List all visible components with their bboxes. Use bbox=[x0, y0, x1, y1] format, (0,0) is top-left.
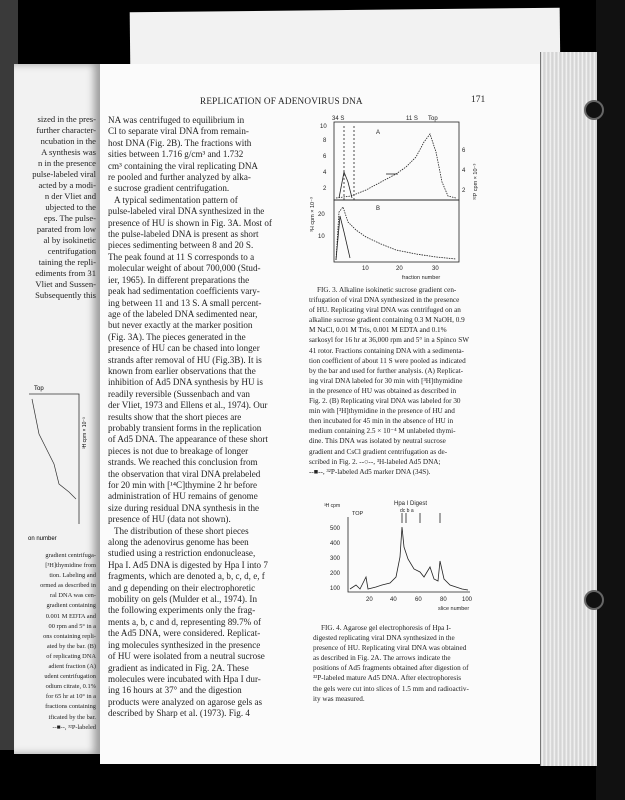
body-line: administration of HU remains of genome bbox=[108, 491, 258, 502]
fig3-ytick: 8 bbox=[323, 138, 327, 144]
caption-line: the gels were cut into slices of 1.5 mm and radioactiv- bbox=[313, 684, 469, 693]
body-line: the pulse-labeled DNA is present as short bbox=[108, 229, 259, 240]
body-line: sities between 1.716 g/cm³ and 1.732 bbox=[108, 149, 244, 160]
body-line: mobility on gels (Mulder et al., 1974). In bbox=[108, 594, 258, 605]
fig4-xtick: 40 bbox=[390, 597, 397, 603]
body-line: pieces sedimenting between 8 and 20 S. bbox=[108, 240, 254, 251]
body-line: the Ad5 DNA, were considered. Replicat- bbox=[108, 628, 261, 639]
fig4-arrow-labels: dc b a bbox=[400, 508, 414, 514]
left-page-figure bbox=[24, 374, 94, 544]
left-line: Subsequently this bbox=[35, 290, 96, 300]
fig3-top-label: Top bbox=[428, 116, 438, 122]
left-figure-top-label: Top bbox=[34, 386, 44, 392]
left-caption-line: ificated by the bar. bbox=[48, 713, 96, 721]
caption-line: gradient and CsCl gradient centrifugation as de- bbox=[309, 447, 448, 456]
left-line: n der Vliet and bbox=[44, 191, 96, 201]
left-figure-trace bbox=[32, 399, 76, 499]
fig4-ytick: 400 bbox=[330, 541, 341, 547]
caption-line: dine. This DNA was isolated by neutral sucrose bbox=[309, 437, 446, 446]
body-line: products were analyzed on agarose gels as bbox=[108, 696, 263, 707]
left-line: al by isokinetic bbox=[43, 235, 96, 245]
left-caption-line: gradient containing bbox=[46, 602, 96, 610]
fig3-panel-a-marker-trace bbox=[339, 172, 352, 198]
body-line: Hpa I. Ad5 DNA is digested by Hpa I into 7 bbox=[108, 559, 268, 570]
body-line: ing 16 hours at 37° and the digestion bbox=[108, 685, 242, 696]
fig3-caption bbox=[309, 285, 469, 477]
left-line: n in the presence bbox=[38, 158, 96, 168]
body-line: peak had sedimentation coefficients vary- bbox=[108, 286, 260, 297]
left-line: ncubation in the bbox=[40, 136, 96, 146]
body-line: re pooled and further analyzed by alka- bbox=[108, 172, 251, 183]
body-line: The peak found at 11 S corresponds to a bbox=[108, 251, 255, 262]
fig4-y-label: ³H cpm bbox=[324, 503, 341, 509]
fig3-y-label-left: ³H cpm × 10⁻³ bbox=[310, 197, 316, 232]
binder-hole-bottom bbox=[584, 590, 604, 610]
left-caption-line: 00 rpm and 5° in a bbox=[48, 622, 96, 630]
left-figure-axis-label: ³H cpm × 10⁻³ bbox=[82, 417, 88, 449]
body-line: for 20 min with [¹⁴C]thymine 2 hr before bbox=[108, 480, 258, 490]
caption-line: positions of Ad5 fragments obtained after digestion of bbox=[313, 664, 469, 673]
left-caption-line: --■--, ³²P-labeled bbox=[52, 723, 96, 731]
left-caption-line: ons containing repli- bbox=[43, 632, 96, 640]
body-line: along the adenovirus genome has been bbox=[108, 537, 249, 548]
body-line: size during residual DNA synthesis in the bbox=[108, 502, 260, 513]
caption-line: 41 rotor. Fractions containing DNA with a sedimenta- bbox=[309, 346, 464, 355]
caption-line: sarkosyl for 16 hr at 36,000 rpm and 5° in a Spinco SW bbox=[309, 336, 469, 345]
fig4-x-label: slice number bbox=[438, 606, 470, 612]
body-line: the observation that viral DNA prelabeled bbox=[108, 468, 261, 479]
fig3-ytick: 6 bbox=[323, 154, 327, 160]
left-line: Vliet and Sussen- bbox=[35, 279, 96, 289]
body-line: (Fig. 3A). The pieces generated in the bbox=[108, 331, 246, 342]
paper-sheet-top bbox=[130, 8, 561, 72]
caption-line: then incubated for 45 min in the absence of HU in bbox=[309, 417, 454, 426]
fig3-xtick: 10 bbox=[362, 266, 369, 272]
fig3-panel-b-trace bbox=[336, 207, 456, 260]
body-line: fragments, which are denoted a, b, c, d, e, f bbox=[108, 571, 265, 582]
caption-line: FIG. 4. Agarose gel electrophoresis of Hpa I- bbox=[321, 624, 451, 632]
left-line: taining the repli- bbox=[38, 257, 96, 267]
fig4-xtick: 60 bbox=[415, 597, 422, 603]
caption-line: in the presence of HU was obtained as described in bbox=[309, 386, 457, 395]
caption-line: digested replicating viral DNA synthesized in the bbox=[313, 634, 455, 643]
figure-4 bbox=[320, 497, 490, 617]
fig3-panel-b-frame bbox=[334, 200, 459, 262]
fig4-ytick: 100 bbox=[330, 586, 341, 592]
fig3-ytick: 4 bbox=[323, 170, 327, 176]
body-line: The distribution of these short pieces bbox=[114, 525, 249, 536]
left-line: parated from low bbox=[36, 224, 96, 234]
left-caption-line: ormed as described in bbox=[40, 582, 96, 590]
caption-line: tion coefficient of about 11 S were pooled as indicated bbox=[309, 356, 466, 365]
caption-line: M NaCl, 0.01 M Tris, 0.001 M EDTA and 0.1% bbox=[309, 326, 447, 335]
left-page-text bbox=[14, 114, 96, 301]
caption-line: --■--, ³²P-labeled Ad5 marker DNA (34S). bbox=[309, 467, 431, 476]
fig3-y-label-right: ³²P cpm × 10⁻³ bbox=[473, 163, 479, 200]
left-caption-line: odium citrate, 0.1% bbox=[45, 683, 96, 691]
left-line: ediments from 31 bbox=[35, 268, 96, 278]
body-line: e sucrose gradient centrifugation. bbox=[108, 183, 230, 194]
body-line: age of the labeled DNA sedimented near, bbox=[108, 308, 258, 319]
page-number: 171 bbox=[471, 95, 486, 105]
left-line: ubjected to the bbox=[45, 202, 96, 212]
body-line: ing molecules synthesized in the presence bbox=[108, 639, 261, 650]
fig4-ytick: 300 bbox=[330, 556, 341, 562]
body-line: gradient as indicated in Fig. 2A. These bbox=[108, 662, 249, 673]
fig4-trace bbox=[350, 527, 468, 590]
left-line: further character- bbox=[36, 125, 96, 135]
caption-line: alkaline sucrose gradient containing 0.3 M NaOH, 0.9 bbox=[309, 316, 465, 325]
fig3-x-label: fraction number bbox=[402, 275, 441, 281]
body-line: molecular weight of about 700,000 (Stud- bbox=[108, 263, 261, 274]
left-figure-axes bbox=[29, 394, 79, 524]
fig3-panel-a-label: A bbox=[376, 130, 381, 136]
fig4-title: Hpa I Digest bbox=[394, 501, 428, 507]
body-line: inhibition of Ad5 DNA synthesis by HU is bbox=[108, 377, 263, 388]
fig3-ytick: 2 bbox=[323, 186, 327, 192]
fig4-caption bbox=[313, 623, 469, 704]
body-line: readily reversible (Sussenbach and van bbox=[108, 388, 250, 399]
body-line: probably transient forms in the replication bbox=[108, 422, 262, 433]
fig4-ytick: 200 bbox=[330, 571, 341, 577]
body-line: pulse-labeled viral DNA synthesized in the bbox=[108, 206, 265, 217]
running-title: REPLICATION OF ADENOVIRUS DNA bbox=[200, 96, 363, 106]
body-line: ments a, b, c and d, representing 89.7% of bbox=[108, 616, 262, 627]
left-caption-line: 0.001 M EDTA and bbox=[45, 612, 96, 620]
left-caption-line: for 65 hr at 10° in a bbox=[45, 693, 96, 701]
left-figure-bottom-label: on number bbox=[28, 536, 57, 542]
caption-line: min with [³H]thymidine in the presence of HU and bbox=[309, 407, 455, 416]
caption-line: medium containing 2.5 × 10⁻⁴ M unlabeled thymi- bbox=[309, 427, 456, 436]
left-line: acted by a modi- bbox=[38, 180, 96, 190]
fig4-ytick: 500 bbox=[330, 526, 341, 532]
caption-line: trifugation of viral DNA synthesized in the presence bbox=[309, 296, 460, 305]
fig3-xtick: 20 bbox=[396, 266, 403, 272]
caption-line: FIG. 3. Alkaline isokinetic sucrose gradient cen- bbox=[317, 286, 457, 294]
body-line: results show that the short pieces are bbox=[108, 411, 242, 422]
fig3-marker-11s: 11 S bbox=[406, 116, 418, 122]
fig4-xtick: 100 bbox=[462, 597, 473, 603]
left-caption-line: ated by the bar. (B) bbox=[46, 642, 96, 650]
fig3-marker-34s: 34 S bbox=[332, 116, 345, 122]
binder-hole-top bbox=[584, 100, 604, 120]
left-caption-line: ral DNA was cen- bbox=[50, 592, 96, 600]
fig3-ytick-bottom: 10 bbox=[318, 234, 325, 240]
body-line: molecules were incubated with Hpa I dur- bbox=[108, 673, 261, 684]
body-line: Cl to separate viral DNA from remain- bbox=[108, 126, 249, 137]
caption-line: ity was measured. bbox=[313, 694, 365, 703]
caption-line: ing viral DNA labeled for 30 min with [³H]thymidine bbox=[309, 376, 463, 385]
left-caption-line: fractions containing bbox=[45, 703, 96, 711]
left-caption-line: of replicating DNA bbox=[46, 652, 96, 660]
caption-line: as described in Fig. 2A. The arrows indicate the bbox=[313, 654, 451, 663]
left-caption-line: gradient centrifuga- bbox=[45, 552, 96, 559]
fig4-top-label: TOP bbox=[352, 511, 364, 517]
body-line: known from earlier observations that the bbox=[108, 365, 256, 376]
left-page bbox=[14, 64, 102, 754]
body-line: NA was centrifuged to equilibrium in bbox=[108, 115, 245, 125]
caption-line: of HU. Replicating viral DNA was centrifuged on an bbox=[309, 306, 461, 315]
body-line: presence of HU (data not shown). bbox=[108, 514, 231, 525]
body-line: and g depending on their electrophoretic bbox=[108, 582, 256, 593]
body-line: of HU were isolated from a neutral sucrose bbox=[108, 651, 265, 662]
body-line: pieces is not due to breakage of longer bbox=[108, 445, 249, 456]
fig3-ytick-bottom: 20 bbox=[318, 212, 325, 218]
left-line: centrifugation bbox=[47, 246, 96, 256]
left-caption-line: tion. Labeling and bbox=[49, 572, 96, 580]
left-page-caption bbox=[14, 551, 96, 733]
body-line: cm³ containing the viral replicating DNA bbox=[108, 160, 258, 171]
body-line: presence of HU is shown in Fig. 3A. Most of bbox=[108, 217, 272, 228]
left-line: sized in the pres- bbox=[37, 114, 96, 124]
caption-line: Fig. 2. (B) Replicating viral DNA was labeled for 30 bbox=[309, 397, 461, 406]
body-line: but never exactly at the marker position bbox=[108, 320, 253, 331]
fig3-ytick-right: 4 bbox=[462, 168, 466, 174]
fig3-panel-a-frame bbox=[334, 122, 459, 200]
left-line: A synthesis was bbox=[41, 147, 96, 157]
body-line: strands after removal of HU (Fig.3B). It is bbox=[108, 354, 262, 365]
left-caption-line: udent centrifugation bbox=[44, 673, 96, 681]
body-line: the following experiments only the frag- bbox=[108, 605, 256, 616]
body-line: host DNA (Fig. 2B). The fractions with bbox=[108, 137, 252, 148]
left-line: pulse-labeled viral bbox=[32, 169, 96, 179]
body-line: strands. We reached this conclusion from bbox=[108, 457, 258, 468]
body-line: presence of HU can be chased into longer bbox=[108, 343, 260, 354]
scanner-border-right bbox=[596, 0, 625, 800]
caption-line: scribed in Fig. 2. --○--, ³H-labeled Ad5 DNA; bbox=[309, 457, 441, 466]
body-line: studied using a restriction endonuclease, bbox=[108, 548, 256, 559]
fig3-panel-b-marker-trace bbox=[336, 216, 350, 260]
page-stack-edge bbox=[540, 52, 597, 766]
left-caption-line: [³H]thymidine from bbox=[45, 562, 96, 570]
fig3-ytick-right: 6 bbox=[462, 148, 466, 154]
fig3-ytick-right: 2 bbox=[462, 188, 466, 194]
fig4-xtick: 20 bbox=[366, 597, 373, 603]
body-line: described by Sharp et al. (1973). Fig. 4 bbox=[108, 708, 250, 719]
body-line: A typical sedimentation pattern of bbox=[114, 194, 238, 205]
body-line: of Ad5 DNA. The appearance of these short bbox=[108, 434, 268, 445]
body-line: ing between 11 and 13 S. A small percent- bbox=[108, 297, 262, 308]
caption-line: presence of HU. Replicating viral DNA was obtained bbox=[313, 644, 467, 653]
body-line: ier, 1965). In different preparations the bbox=[108, 274, 250, 285]
body-column bbox=[108, 115, 300, 720]
fig3-panel-b-label: B bbox=[376, 206, 381, 212]
fig4-xtick: 80 bbox=[440, 597, 447, 603]
caption-line: by the bar and used for further analysis. (A) Replicat- bbox=[309, 366, 464, 375]
left-caption-line: adient fraction (A) bbox=[48, 663, 96, 671]
fig3-xtick: 30 bbox=[432, 266, 439, 272]
caption-line: ³²P-labeled mature Ad5 DNA. After electrophoresis bbox=[313, 674, 462, 683]
fig3-ytick: 10 bbox=[320, 124, 327, 130]
left-line: eps. The pulse- bbox=[43, 213, 96, 223]
figure-3 bbox=[306, 112, 486, 282]
body-line: der Vliet, 1973 and Ellens et al., 1974). Our bbox=[108, 400, 268, 411]
